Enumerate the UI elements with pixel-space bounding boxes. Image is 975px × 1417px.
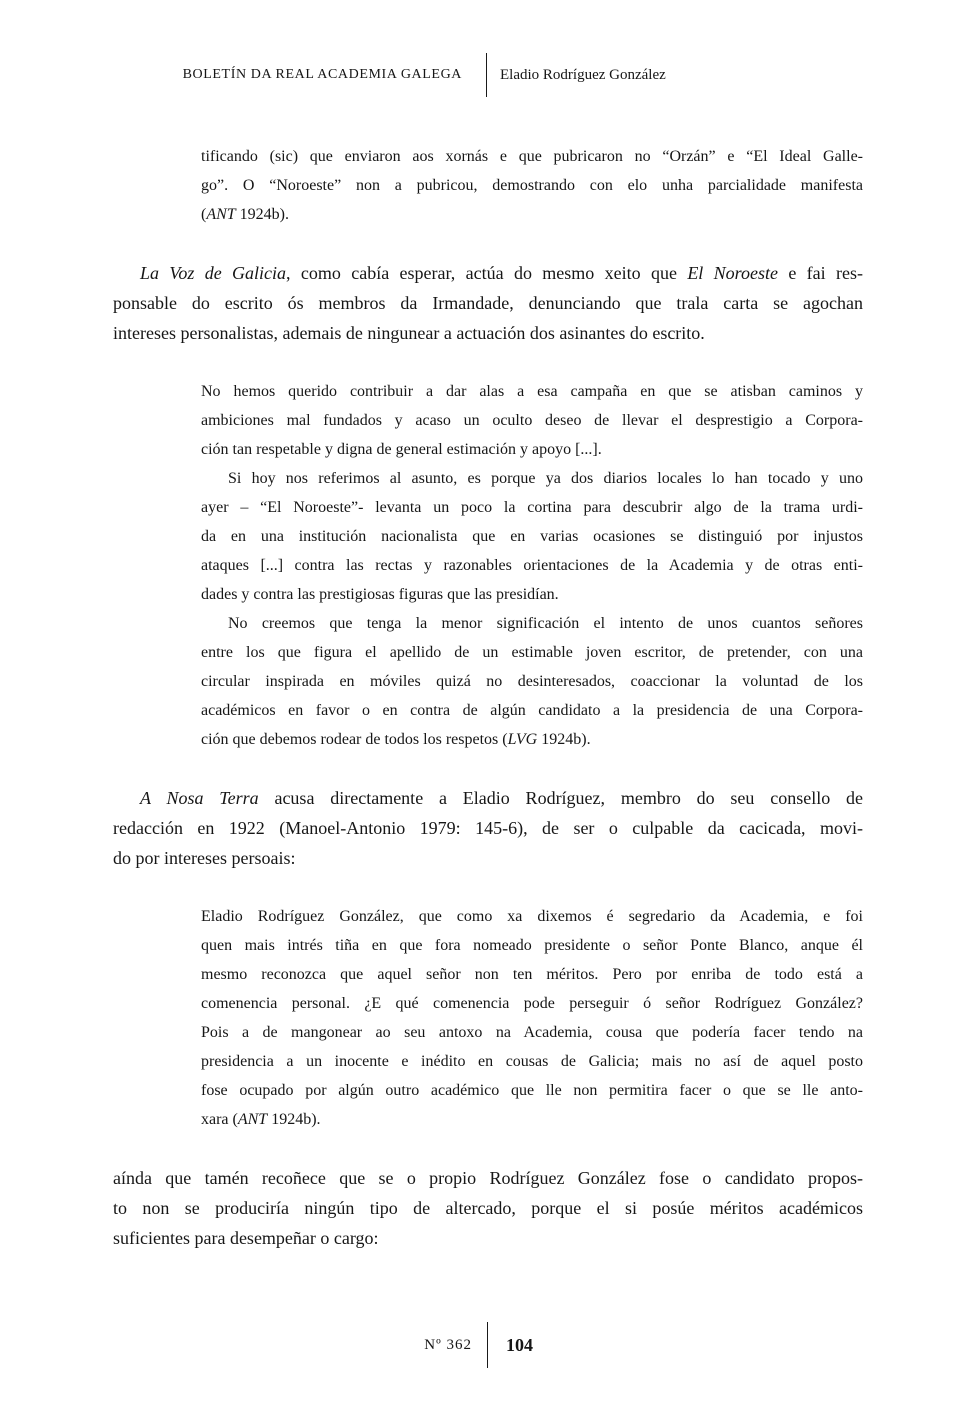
text-run: ataques [...] contra las rectas y razonables orientaciones de la Academia y de otras enti-	[201, 557, 863, 574]
text-line	[201, 989, 863, 1018]
text-run: suficientes para desempeñar o cargo:	[113, 1228, 379, 1248]
text-run: , como cabía esperar, actúa do mesmo xeito que	[286, 263, 688, 283]
text-run: go”. O “Noroeste” non a pubricou, demostrando con elo unha parcialidade manifesta	[201, 177, 863, 194]
text-run: aínda que tamén recoñece que se o propio Rodríguez González fose o candidato propos-	[113, 1168, 863, 1188]
italic-text: El Noroeste	[687, 263, 778, 283]
paragraph	[113, 258, 863, 348]
text-run: redacción en 1922 (Manoel-Antonio 1979: 145-6), de ser o culpable da cacicada, movi-	[113, 818, 863, 838]
text-line	[201, 200, 863, 229]
text-line	[201, 1105, 863, 1134]
paragraph	[113, 783, 863, 873]
text-run: circular inspirada en móviles quizá no desinteresados, coaccionar la voluntad de los	[201, 673, 863, 690]
text-run: ponsable do escrito ós membros da Irmandade, denunciando que trala carta se agochan	[113, 293, 863, 313]
text-line	[201, 580, 863, 609]
italic-text: A Nosa Terra	[140, 788, 259, 808]
footer-divider-rule	[487, 1322, 488, 1368]
text-run: académicos en favor o en contra de algún candidato a la presidencia de una Corpora-	[201, 702, 863, 719]
body-paragraph-block	[113, 258, 863, 348]
text-line	[201, 696, 863, 725]
text-run: to non se produciría ningún tipo de altercado, porque el si posúe méritos académicos	[113, 1198, 863, 1218]
block-quote	[201, 902, 863, 1134]
paragraph	[201, 142, 863, 229]
page-number: 104	[506, 1335, 533, 1355]
italic-text: LVG	[507, 731, 538, 748]
text-line	[201, 725, 863, 754]
text-line	[201, 406, 863, 435]
text-run: ambiciones mal fundados y acaso un oculto deseo de llevar el desprestigio a Corpora-	[201, 412, 863, 429]
header-divider-rule	[486, 53, 487, 97]
text-run: Si hoy nos referimos al asunto, es porque ya dos diarios locales lo han tocado y uno	[228, 470, 863, 487]
paragraph	[201, 464, 863, 609]
text-run: Pois a de mangonear ao seu antoxo na Academia, cousa que podería facer tendo na	[201, 1024, 863, 1041]
text-line	[201, 1047, 863, 1076]
text-run: dades y contra las prestigiosas figuras que las presidían.	[201, 586, 559, 603]
text-run: fose ocupado por algún outro académico que lle non permitira facer o que se lle anto-	[201, 1082, 863, 1099]
text-run: da en una institución nacionalista que en varias ocasiones se distinguió por injustos	[201, 528, 863, 545]
text-line	[201, 1076, 863, 1105]
text-line	[201, 551, 863, 580]
text-run: comenencia personal. ¿E qué comenencia pode perseguir ó señor Rodríguez González?	[201, 995, 863, 1012]
text-run: 1924b).	[537, 731, 591, 748]
running-head-author: Eladio Rodríguez González	[500, 67, 666, 83]
body-paragraph-block	[113, 783, 863, 873]
text-line	[201, 1018, 863, 1047]
text-line	[113, 783, 863, 813]
text-line	[201, 902, 863, 931]
text-run: 1924b).	[267, 1111, 321, 1128]
text-run: tificando (sic) que enviaron aos xornás e que pubricaron no “Orzán” e “El Ideal Galle-	[201, 148, 863, 165]
text-run: do por intereses persoais:	[113, 848, 296, 868]
text-run: presidencia a un inocente e inédito en cousas de Galicia; mais no así de aquel posto	[201, 1053, 863, 1070]
text-run: xara (	[201, 1111, 238, 1128]
block-quote	[201, 377, 863, 754]
text-line	[113, 843, 863, 873]
text-run: 1924b).	[235, 206, 289, 223]
text-line	[201, 667, 863, 696]
text-line	[201, 638, 863, 667]
text-line	[201, 960, 863, 989]
issue-number: Nº 362	[424, 1337, 472, 1353]
text-run: entre los que figura el apellido de un estimable joven escritor, de pretender, con una	[201, 644, 863, 661]
text-line	[113, 1163, 863, 1193]
text-run: Eladio Rodríguez González, que como xa dixemos é segredario da Academia, e foi	[201, 908, 863, 925]
text-line	[113, 258, 863, 288]
body-paragraph-block	[113, 1163, 863, 1253]
italic-text: La Voz de Galicia	[140, 263, 287, 283]
text-run: ción que debemos rodear de todos los respetos (	[201, 731, 508, 748]
italic-text: ANT	[237, 1111, 268, 1128]
paragraph	[201, 377, 863, 464]
text-run: ayer – “El Noroeste”- levanta un poco la cortina para descubrir algo de la trama urdi-	[201, 499, 863, 516]
journal-title: BOLETÍN DA REAL ACADEMIA GALEGA	[182, 67, 462, 82]
text-run: quen mais intrés tiña en que fora nomeado presidente o señor Ponte Blanco, anque él	[201, 937, 863, 954]
text-line	[201, 609, 863, 638]
text-run: No creemos que tenga la menor significación el intento de unos cuantos señores	[228, 615, 863, 632]
text-run: intereses personalistas, ademais de ningunear a actuación dos asinantes do escrito.	[113, 323, 705, 343]
block-quote	[201, 142, 863, 229]
text-line	[113, 813, 863, 843]
text-line	[201, 493, 863, 522]
paragraph	[113, 1163, 863, 1253]
text-line	[113, 1193, 863, 1223]
paragraph	[201, 609, 863, 754]
italic-text: ANT	[206, 206, 236, 223]
paragraph	[201, 902, 863, 1134]
text-line	[201, 171, 863, 200]
text-line	[201, 377, 863, 406]
text-line	[201, 435, 863, 464]
page-header	[0, 53, 975, 97]
text-run: mesmo reconozca que aquel señor non ten méritos. Pero por enriba de todo está a	[201, 966, 863, 983]
text-run: e fai res-	[777, 263, 863, 283]
text-run: acusa directamente a Eladio Rodríguez, membro do seu consello de	[258, 788, 864, 808]
text-line	[113, 1223, 863, 1253]
page-body	[113, 142, 863, 1282]
text-run: (	[201, 206, 207, 223]
text-line	[201, 931, 863, 960]
page-footer	[0, 1322, 975, 1368]
text-line	[201, 522, 863, 551]
text-line	[113, 288, 863, 318]
text-run: ción tan respetable y digna de general estimación y apoyo [...].	[201, 441, 602, 458]
text-run: No hemos querido contribuir a dar alas a esa campaña en que se atisban caminos y	[201, 383, 863, 400]
text-line	[201, 142, 863, 171]
text-line	[113, 318, 863, 348]
text-line	[201, 464, 863, 493]
